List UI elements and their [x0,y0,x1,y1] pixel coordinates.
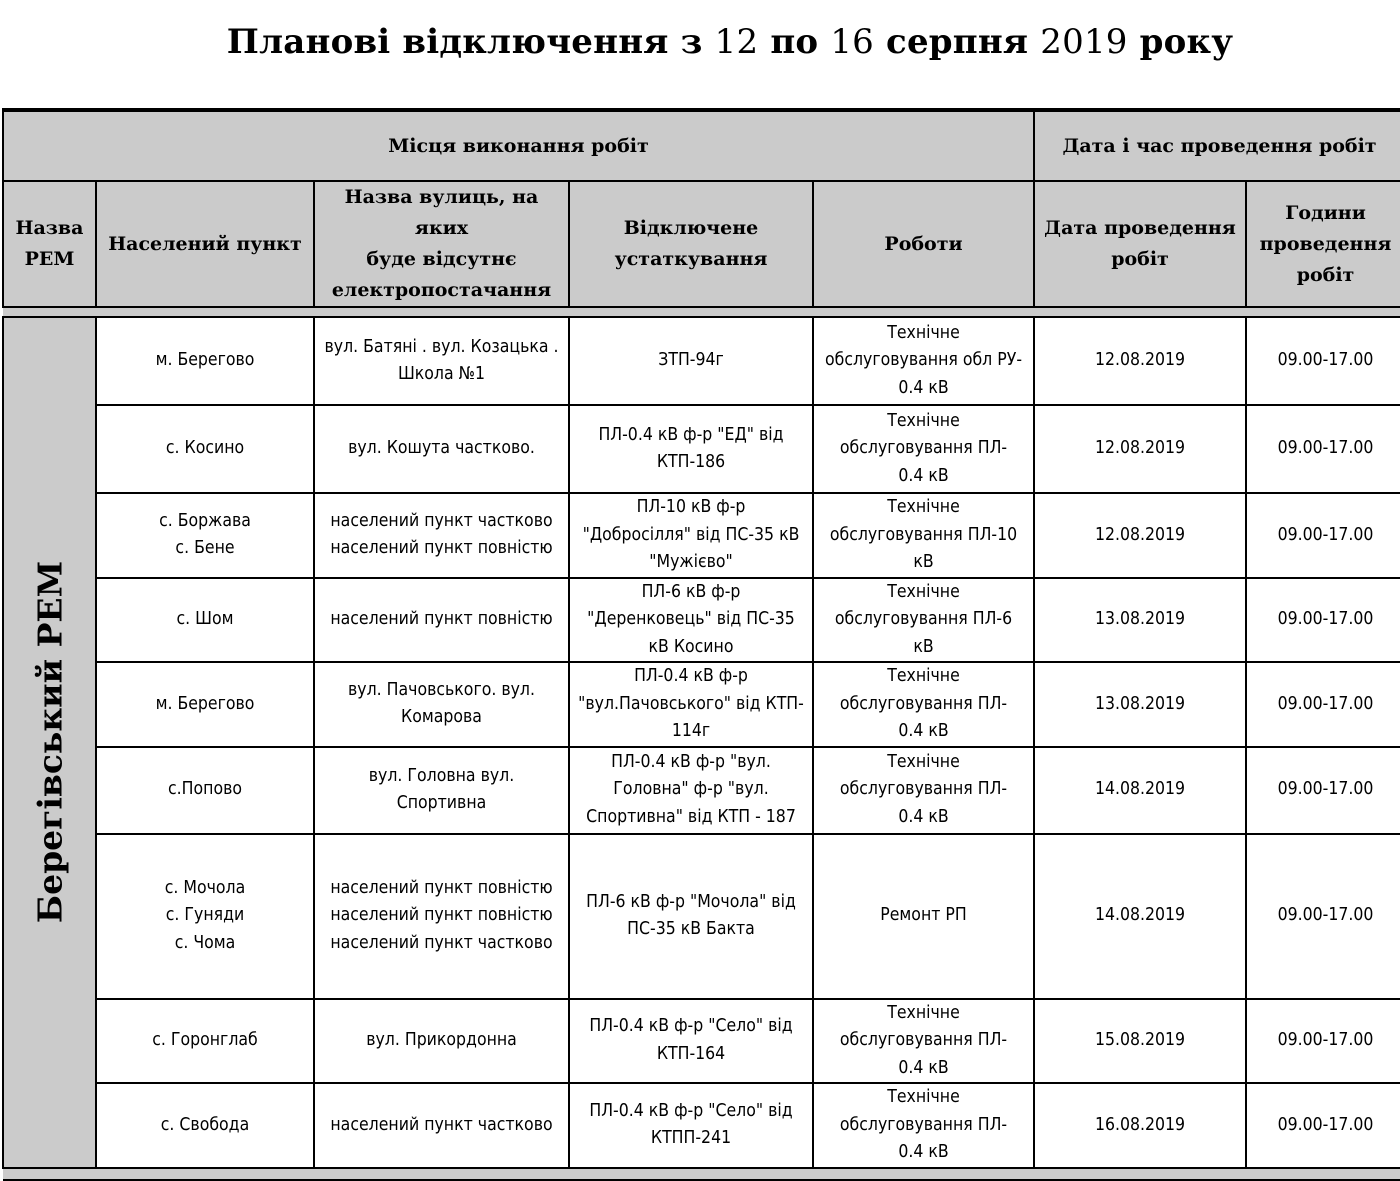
cell-line: населений пункт повністю [330,905,553,926]
cell-line: населений пункт повністю [330,538,553,559]
streets-cell [314,747,569,834]
rem-name-cell [3,317,96,1168]
equipment-cell [569,578,813,663]
table-row [3,405,1400,493]
hours-cell: 09.00-17.00 [1246,1083,1400,1168]
equipment-cell [569,1083,813,1168]
streets-cell [314,317,569,405]
cell-line: Назва вулиць, на яких [344,186,539,239]
cell-line: кВ [913,636,934,657]
cell-line: с. Чома [174,932,236,953]
cell-line: 0.4 кВ [898,721,949,741]
cell-line: "Добросілля" від ПС-35 кВ [582,524,800,545]
cell-line: електропостачання [331,279,552,301]
date-cell: 13.08.2019 [1034,662,1246,747]
cell-line: ПЛ-0.4 кВ ф-р "вул. [611,751,771,772]
cell-line: Дата проведення [1044,217,1236,239]
cell-line: с. Свобода [160,1114,250,1135]
cell-line: обслуговування ПЛ- [839,1030,1008,1050]
cell-line: вул. Пачовського. вул. [348,679,535,700]
equipment-cell [569,405,813,493]
date-cell: 14.08.2019 [1034,747,1246,834]
cell-line: 0.4 кВ [898,806,949,827]
cell-line: ПЛ-0.4 кВ ф-р "Село" від [589,1100,793,1121]
equipment-cell [569,317,813,405]
cell-line: ПЛ-0.4 кВ ф-р "ЕД" від [598,424,784,445]
hours-cell: 09.00-17.00 [1246,747,1400,834]
table-row [3,493,1400,578]
streets-cell [314,405,569,493]
hours-cell: 09.00-17.00 [1246,834,1400,999]
cell-line: обслуговування ПЛ- [839,693,1008,714]
cell-line: м. Берегово [155,350,255,371]
streets-cell [314,999,569,1084]
hours-cell: 09.00-17.00 [1246,317,1400,405]
cell-line: ПЛ-0.4 кВ ф-р [634,666,748,686]
table-row [3,317,1400,405]
cell-line: населений пункт частково [330,1114,553,1135]
cell-line: кВ [913,552,934,572]
cell-line: Технічне [887,581,960,602]
cell-line: населений пункт повністю [330,609,553,629]
date-cell: 15.08.2019 [1034,999,1246,1084]
works-cell [813,999,1034,1084]
table-footer-band [3,1168,1400,1180]
settlement-cell [96,747,314,834]
hours-cell: 09.00-17.00 [1246,999,1400,1084]
cell-line: "Деренковець" від ПС-35 [587,609,795,629]
streets-cell [314,662,569,747]
settlement-cell [96,493,314,578]
settlement-cell [96,578,314,663]
cell-line: с. Шом [176,609,234,629]
cell-line: Технічне [887,1002,960,1023]
settlement-cell [96,834,314,999]
cell-line: "Мужієво" [649,552,733,572]
outage-schedule-table [2,108,1400,1181]
settlement-cell [96,662,314,747]
cell-line: обслуговування ПЛ-10 [829,524,1018,545]
cell-line: Години [1285,201,1366,224]
settlement-cell [96,405,314,493]
date-cell: 13.08.2019 [1034,578,1246,663]
cell-line: буде відсутнє [366,248,517,270]
cell-line: вул. Головна вул. [368,765,515,786]
table-row [3,578,1400,663]
header-row-columns [3,181,1400,307]
header-separator [3,307,1400,317]
cell-line: ПЛ-6 кВ ф-р [641,581,741,602]
cell-line: с.Попово [168,779,242,800]
streets-cell [314,578,569,663]
table-row [3,662,1400,747]
works-cell [813,834,1034,999]
cell-line: обслуговування ПЛ- [839,1114,1008,1135]
cell-line: ПЛ-6 кВ ф-р "Мочола" від [586,891,796,912]
cell-line: с. Косино [165,438,245,459]
cell-line: с. Горонглаб [152,1030,258,1050]
cell-line: населений пункт частково [330,932,553,953]
works-cell [813,662,1034,747]
header-places: Місця виконання робіт [3,110,1034,181]
cell-line: Назва [15,217,84,239]
hours-cell: 09.00-17.00 [1246,405,1400,493]
cell-line: Комарова [401,707,482,728]
col-header-hours [1246,181,1400,307]
table-row [3,1083,1400,1168]
cell-line: 114г [671,721,711,741]
streets-cell [314,1083,569,1168]
cell-line: 0.4 кВ [898,465,949,486]
cell-line: населений пункт повністю [330,877,553,898]
cell-line: обслуговування ПЛ- [839,779,1008,800]
cell-line: обслуговування обл РУ- [824,350,1023,371]
equipment-cell [569,662,813,747]
works-cell [813,493,1034,578]
equipment-cell [569,834,813,999]
works-cell [813,405,1034,493]
cell-line: ПЛ-10 кВ ф-р [636,497,746,517]
cell-line: с. Бене [175,538,235,559]
equipment-cell [569,747,813,834]
cell-line: Технічне [887,410,960,431]
rem-name: Берегівський РЕМ [29,561,69,924]
equipment-cell [569,999,813,1084]
header-datetime: Дата і час проведення робіт [1034,110,1400,181]
cell-line: Спортивна" від КТП - 187 [586,806,796,827]
cell-line: ПС-35 кВ Бакта [627,919,755,939]
works-cell [813,317,1034,405]
cell-line: устаткування [614,248,768,270]
cell-line: с. Мочола [164,877,246,898]
cell-line: Технічне [887,751,960,772]
cell-line: вул. Батяні . вул. Козацька . [324,336,559,357]
col-header-works: Роботи [813,181,1034,307]
cell-line: с. Боржава [159,510,251,531]
table-row [3,834,1400,999]
cell-line: 0.4 кВ [898,1057,949,1078]
cell-line: м. Берегово [155,693,255,714]
date-cell: 14.08.2019 [1034,834,1246,999]
cell-line: вул. Кошута частково. [348,438,535,459]
date-cell: 12.08.2019 [1034,493,1246,578]
cell-line: Відключене [623,217,759,239]
equipment-cell [569,493,813,578]
col-header-rem [3,181,96,307]
col-header-settlement: Населений пункт [96,181,314,307]
cell-line: ПЛ-0.4 кВ ф-р "Село" від [589,1016,793,1037]
cell-line: ЗТП-94г [658,350,724,371]
col-header-equipment [569,181,813,307]
header-row-top [3,110,1400,181]
cell-line: Технічне [887,322,960,343]
cell-line: Головна" ф-р "вул. [613,779,769,800]
settlement-cell [96,317,314,405]
hours-cell: 09.00-17.00 [1246,493,1400,578]
works-cell [813,747,1034,834]
cell-line: Спортивна [396,793,487,813]
works-cell [813,1083,1034,1168]
cell-line: 0.4 кВ [898,377,949,398]
cell-line: с. Гуняди [165,905,245,926]
col-header-streets [314,181,569,307]
col-header-date [1034,181,1246,307]
date-cell: 12.08.2019 [1034,317,1246,405]
cell-line: робіт [1296,263,1355,286]
settlement-cell [96,1083,314,1168]
cell-line: кВ Косино [648,636,734,657]
cell-line: населений пункт частково [330,510,553,531]
cell-line: "вул.Пачовського" від КТП- [578,693,804,714]
cell-line: обслуговування ПЛ- [839,438,1008,459]
hours-cell: 09.00-17.00 [1246,662,1400,747]
date-cell: 16.08.2019 [1034,1083,1246,1168]
cell-line: РЕМ [24,248,75,270]
cell-line: Ремонт РП [880,905,967,926]
cell-line: КТП-164 [656,1043,726,1064]
hours-cell: 09.00-17.00 [1246,578,1400,663]
cell-line: Технічне [887,666,960,686]
cell-line: обслуговування ПЛ-6 [834,609,1013,629]
cell-line: Школа №1 [397,364,486,384]
settlement-cell [96,999,314,1084]
page-title: Планові відключення з 12 по 16 серпня 2019 року [226,22,1234,62]
cell-line: Технічне [887,497,960,517]
cell-line: проведення [1259,232,1392,255]
table-row [3,747,1400,834]
works-cell [813,578,1034,663]
cell-line: 0.4 кВ [898,1142,949,1162]
cell-line: робіт [1111,248,1169,270]
cell-line: Технічне [887,1087,960,1107]
table-row [3,999,1400,1084]
cell-line: вул. Прикордонна [366,1030,517,1050]
cell-line: КТП-186 [656,452,726,472]
date-cell: 12.08.2019 [1034,405,1246,493]
streets-cell [314,493,569,578]
cell-line: КТПП-241 [650,1128,732,1149]
streets-cell [314,834,569,999]
